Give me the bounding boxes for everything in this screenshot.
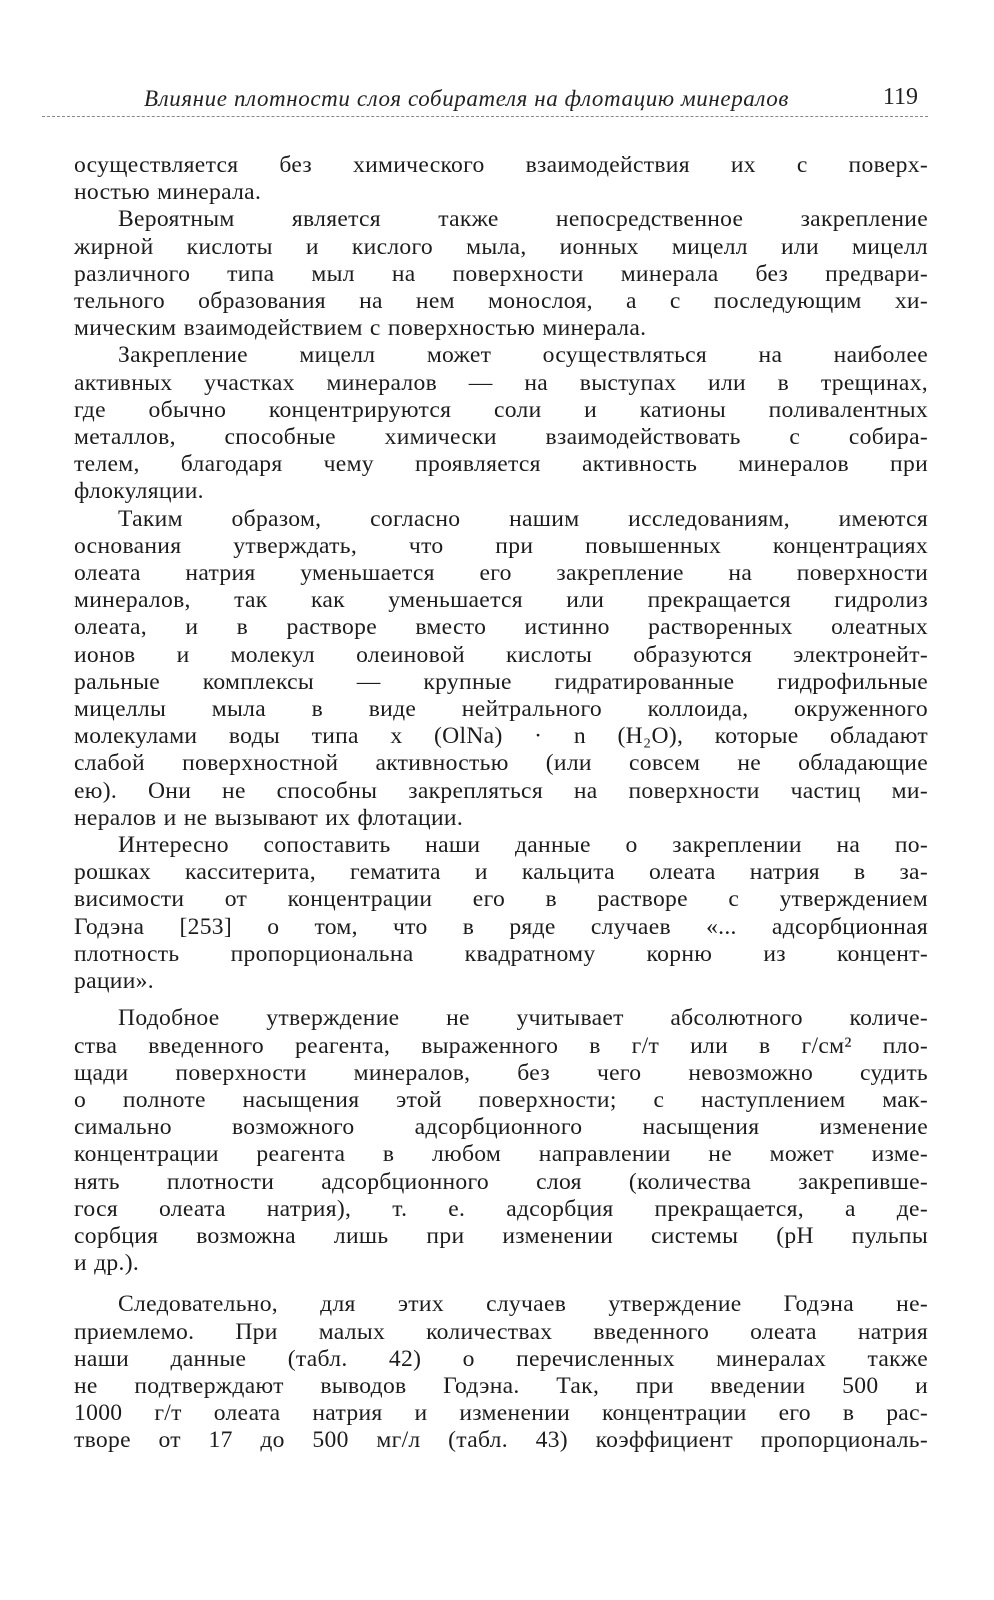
text-line: сорбция возможна лишь при изменении системы (рН пульпы xyxy=(74,1222,928,1249)
text-line: гося олеата натрия), т. е. адсорбция прекращается, а де- xyxy=(74,1195,928,1222)
text-line: молекулами воды типа x (OlNa) · n (H₂O), которые обладают xyxy=(74,723,928,750)
paragraph-gap xyxy=(74,995,928,1005)
text-line: плотность пропорциональна квадратному корню из концент- xyxy=(74,940,928,967)
text-line: минералов, так как уменьшается или прекращается гидролиз xyxy=(74,587,928,614)
text-line: Годэна [253] о том, что в ряде случаев «... адсорбционная xyxy=(74,913,928,940)
paragraph-4 xyxy=(74,506,928,832)
text-line: ионов и молекул олеиновой кислоты образуются электронейт- xyxy=(74,641,928,668)
body-text xyxy=(74,152,928,1455)
text-line: рации». xyxy=(74,968,154,995)
text-line: ею). Они не способны закрепляться на поверхности частиц ми- xyxy=(74,777,928,804)
text-line: о полноте насыщения этой поверхности; с наступлением мак- xyxy=(74,1086,928,1113)
text-line: щади поверхности минералов, без чего невозможно судить xyxy=(74,1059,928,1086)
text-line: ства введенного реагента, выраженного в г/т или в г/см² пло- xyxy=(74,1032,928,1059)
text-line: творе от 17 до 500 мг/л (табл. 43) коэффициент пропорциональ- xyxy=(74,1427,928,1454)
text-line: нять плотности адсорбционного слоя (количества закрепивше- xyxy=(74,1168,928,1195)
text-line: осуществляется без химического взаимодействия их с поверх- xyxy=(74,152,928,178)
text-line: активных участках минералов — на выступах или в трещинах, xyxy=(74,369,928,396)
text-line: и др.). xyxy=(74,1250,140,1277)
text-line: Интересно сопоставить наши данные о закреплении на по- xyxy=(118,832,928,859)
running-header xyxy=(78,82,928,116)
text-line: олеата натрия уменьшается его закрепление на поверхности xyxy=(74,560,928,587)
text-line: Вероятным является также непосредственное закрепление xyxy=(118,206,928,233)
text-line: основания утверждать, что при повышенных концентрациях xyxy=(74,532,928,559)
text-line: 1000 г/т олеата натрия и изменении концентрации его в рас- xyxy=(74,1400,928,1427)
text-line: где обычно концентрируются соли и катионы поливалентных xyxy=(74,396,928,423)
header-rule xyxy=(42,116,928,117)
text-line: мическим взаимодействием с поверхностью минерала. xyxy=(74,315,647,342)
text-line: висимости от концентрации его в растворе с утверждением xyxy=(74,886,928,913)
text-line: симально возможного адсорбционного насыщения изменение xyxy=(74,1114,928,1141)
text-line: флокуляции. xyxy=(74,478,204,505)
page-number: 119 xyxy=(882,84,918,110)
text-line: Подобное утверждение не учитывает абсолютного количе- xyxy=(118,1005,928,1032)
paragraph-6 xyxy=(74,1005,928,1277)
text-line: телем, благодаря чему проявляется активность минералов при xyxy=(74,451,928,478)
text-line: жирной кислоты и кислого мыла, ионных мицелл или мицелл xyxy=(74,233,928,260)
text-line: слабой поверхностной активностью (или совсем не обладающие xyxy=(74,750,928,777)
paragraph-gap xyxy=(74,1277,928,1291)
text-line: приемлемо. При малых количествах введенного олеата натрия xyxy=(74,1318,928,1345)
text-line: Закрепление мицелл может осуществляться на наиболее xyxy=(118,342,928,369)
text-line: металлов, способные химически взаимодействовать с собира- xyxy=(74,424,928,451)
text-line: ностью минерала. xyxy=(74,179,262,206)
paragraph-3 xyxy=(74,342,928,505)
text-line: концентрации реагента в любом направлении не может изме- xyxy=(74,1141,928,1168)
text-line: олеата, и в растворе вместо истинно растворенных олеатных xyxy=(74,614,928,641)
text-line: мицеллы мыла в виде нейтрального коллоида, окруженного xyxy=(74,696,928,723)
text-line: наши данные (табл. 42) о перечисленных минералах также xyxy=(74,1345,928,1372)
paragraph-1 xyxy=(74,152,928,206)
text-line: Следовательно, для этих случаев утверждение Годэна не- xyxy=(118,1291,928,1318)
text-line: ральные комплексы — крупные гидратированные гидрофильные xyxy=(74,668,928,695)
text-line: нералов и не вызывают их флотации. xyxy=(74,804,464,831)
text-line: различного типа мыл на поверхности минерала без предвари- xyxy=(74,260,928,287)
text-line: тельного образования на нем монослоя, а с последующим хи- xyxy=(74,288,928,315)
text-line: рошках касситерита, гематита и кальцита олеата натрия в за- xyxy=(74,859,928,886)
running-header-title: Влияние плотности слоя собирателя на флотацию минералов xyxy=(144,86,789,111)
paragraph-5 xyxy=(74,832,928,995)
paragraph-2 xyxy=(74,206,928,342)
paragraph-7 xyxy=(74,1291,928,1454)
text-line: Таким образом, согласно нашим исследованиям, имеются xyxy=(118,505,928,532)
text-line: не подтверждают выводов Годэна. Так, при введении 500 и xyxy=(74,1372,928,1399)
